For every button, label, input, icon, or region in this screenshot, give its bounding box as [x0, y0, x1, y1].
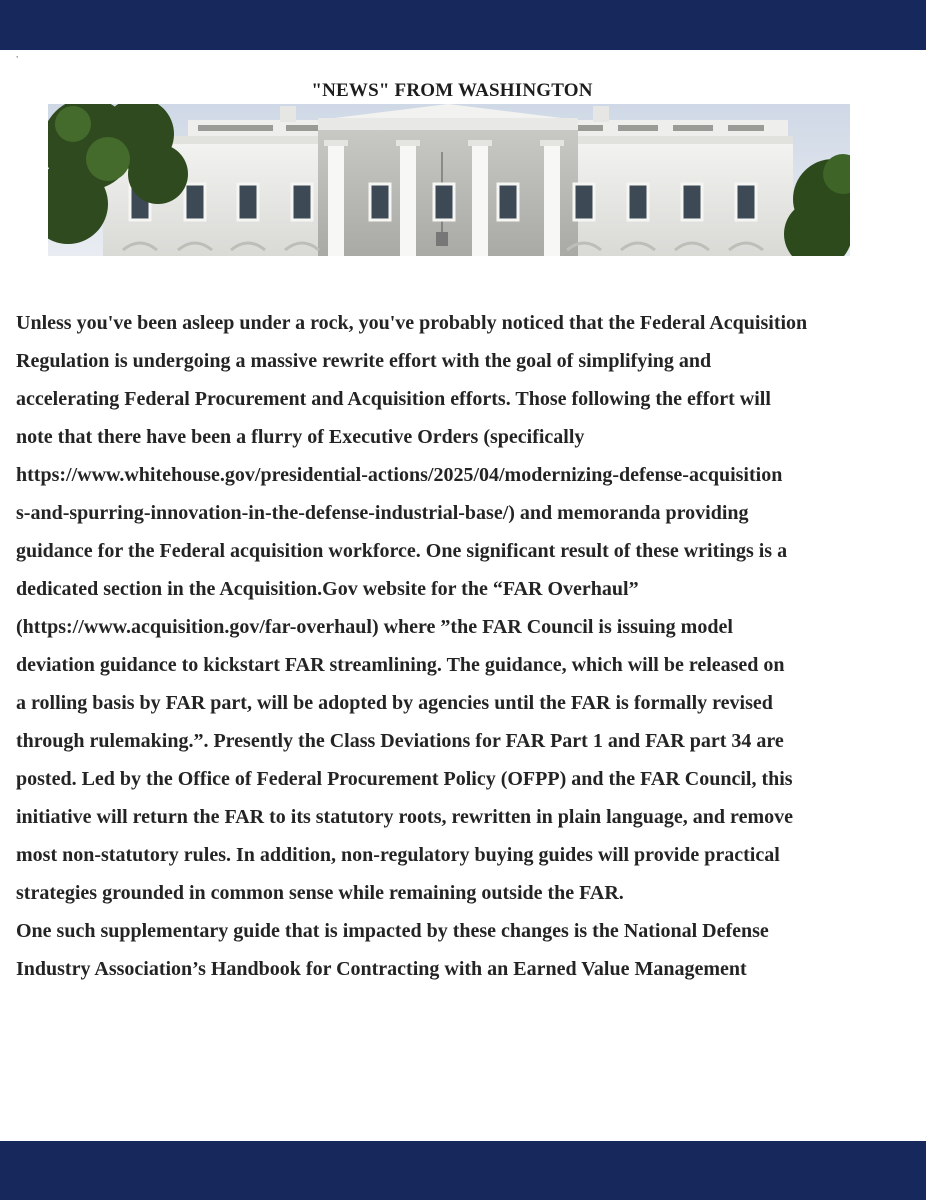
- article-line: most non-statutory rules. In addition, non-regulatory buying guides will provide practical: [16, 844, 780, 866]
- article-link-line: (https://www.acquisition.gov/far-overhaul) where ”the FAR Council is issuing model: [16, 616, 733, 638]
- page-title: "NEWS" FROM WASHINGTON: [311, 80, 593, 101]
- article-line: dedicated section in the Acquisition.Gov website for the “FAR Overhaul”: [16, 578, 639, 600]
- article-line: Industry Association’s Handbook for Contracting with an Earned Value Management: [16, 958, 747, 980]
- article-line: a rolling basis by FAR part, will be adopted by agencies until the FAR is formally revised: [16, 692, 773, 714]
- article-line: guidance for the Federal acquisition workforce. One significant result of these writings is a: [16, 540, 788, 562]
- article-body: [16, 304, 906, 988]
- article-line: initiative will return the FAR to its statutory roots, rewritten in plain language, and remove: [16, 806, 793, 828]
- article-line: through rulemaking.”. Presently the Class Deviations for FAR Part 1 and FAR part 34 are: [16, 730, 784, 752]
- article-link-line: https://www.whitehouse.gov/presidential-actions/2025/04/modernizing-defense-acquisition: [16, 464, 783, 486]
- article-line: Regulation is undergoing a massive rewrite effort with the goal of simplifying and: [16, 350, 712, 372]
- article-line: deviation guidance to kickstart FAR streamlining. The guidance, which will be released on: [16, 654, 785, 676]
- top-banner: [0, 0, 926, 50]
- article-line: Unless you've been asleep under a rock, you've probably noticed that the Federal Acquisition: [16, 312, 808, 334]
- article-line: accelerating Federal Procurement and Acquisition efforts. Those following the effort will: [16, 388, 771, 410]
- white-house-photo: [48, 104, 850, 256]
- stray-mark: ,: [16, 50, 19, 59]
- bottom-banner: [0, 1141, 926, 1200]
- article-link-line: s-and-spurring-innovation-in-the-defense-industrial-base/) and memoranda providing: [16, 502, 749, 524]
- article-line: strategies grounded in common sense while remaining outside the FAR.: [16, 882, 624, 904]
- article-line: note that there have been a flurry of Executive Orders (specifically: [16, 426, 585, 448]
- article-line: posted. Led by the Office of Federal Procurement Policy (OFPP) and the FAR Council, this: [16, 768, 793, 790]
- article-line: One such supplementary guide that is impacted by these changes is the National Defense: [16, 920, 769, 942]
